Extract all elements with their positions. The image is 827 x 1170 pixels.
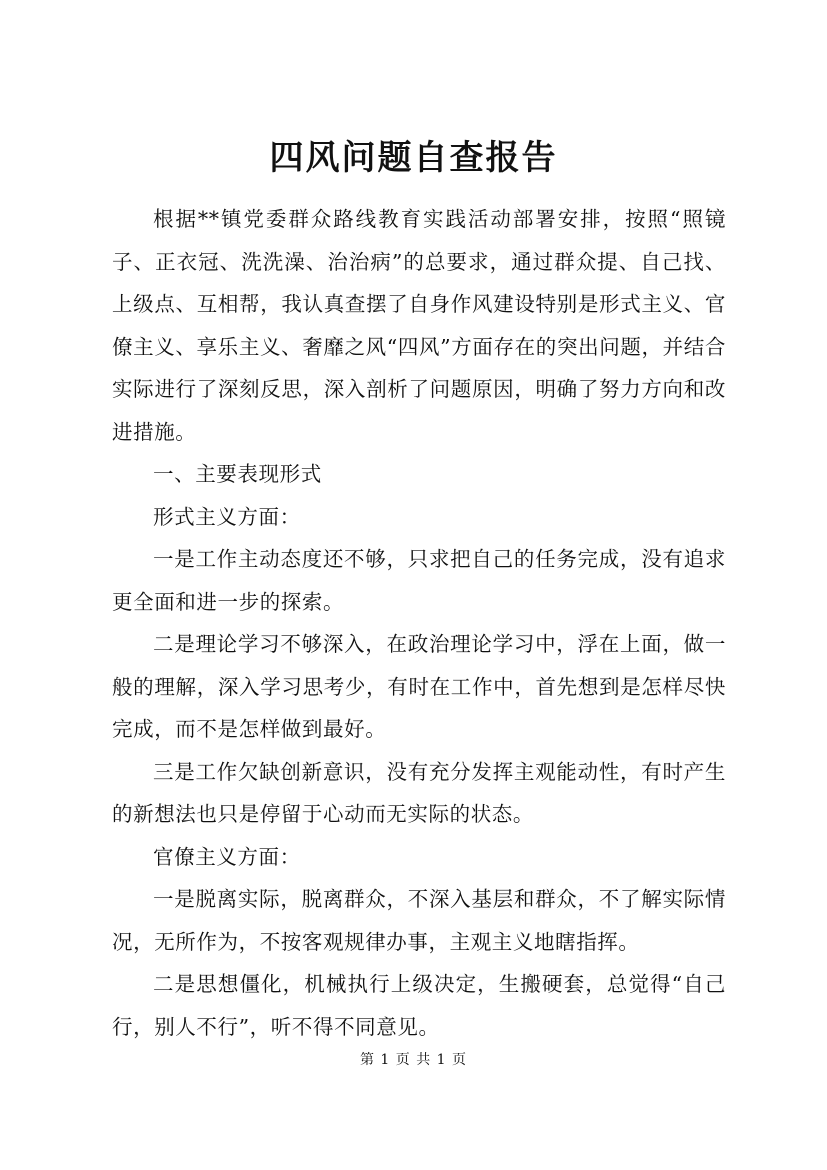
- paragraph-bureaucratism-1: 一是脱离实际，脱离群众，不深入基层和群众，不了解实际情况，无所作为，不按客观规律办事，主观主义地瞎指挥。: [112, 887, 726, 954]
- document-title: 四风问题自查报告: [269, 138, 558, 178]
- subheading-formalism: 形式主义方面：: [153, 504, 301, 529]
- paragraph-formalism-3: 三是工作欠缺创新意识，没有充分发挥主观能动性，有时产生的新想法也只是停留于心动而无实际的状态。: [112, 759, 726, 826]
- paragraph-formalism-1: 一是工作主动态度还不够，只求把自己的任务完成，没有追求更全面和进一步的探索。: [112, 547, 726, 614]
- section-heading-main-forms: 一、主要表现形式: [153, 462, 322, 486]
- page-number-footer: 第 1 页 共 1 页: [359, 1052, 468, 1068]
- paragraph-bureaucratism-2: 二是思想僵化，机械执行上级决定，生搬硬套，总觉得“自己行，别人不行”，听不得不同意见。: [112, 972, 726, 1039]
- subheading-bureaucratism: 官僚主义方面：: [153, 844, 301, 869]
- paragraph-formalism-2: 二是理论学习不够深入，在政治理论学习中，浮在上面，做一般的理解，深入学习思考少，有时在工作中，首先想到是怎样尽快完成，而不是怎样做到最好。: [112, 632, 726, 741]
- paragraph-intro: 根据**镇党委群众路线教育实践活动部署安排，按照“照镜子、正衣冠、洗洗澡、治治病”的总要求，通过群众提、自己找、上级点、互相帮，我认真查摆了自身作风建设特别是形式主义、官僚主义、享乐主义、奢靡之风“四风”方面存在的突出问题，并结合实际进行了深刻反思，深入剖析了问题原因，明确了努力方向和改进措施。: [112, 207, 726, 444]
- document-body: [112, 198, 726, 1048]
